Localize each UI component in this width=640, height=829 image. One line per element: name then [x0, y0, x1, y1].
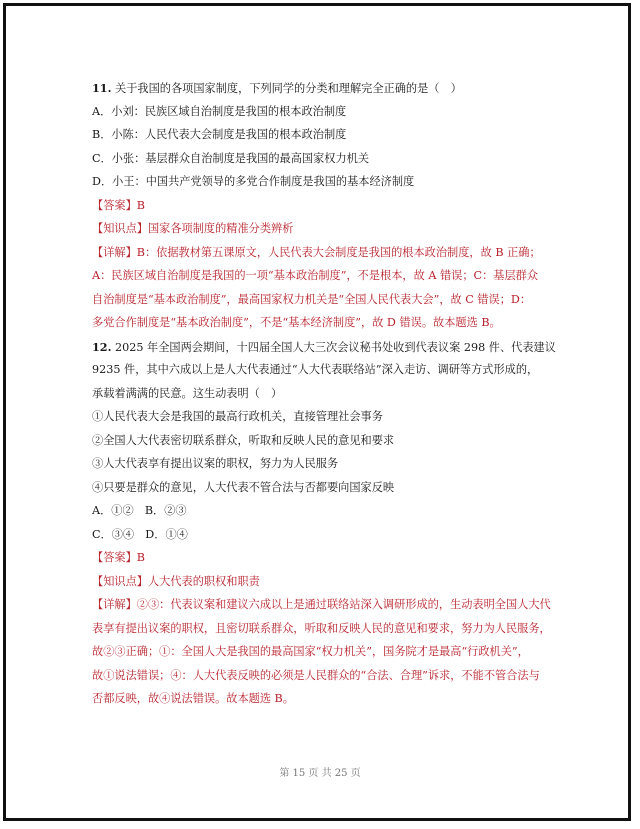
page-content	[92, 80, 556, 715]
q11-option-a: A．小刘：民族区域自治制度是我国的根本政治制度	[92, 104, 347, 118]
q11-option-d: D．小王：中国共产党领导的多党合作制度是我国的基本经济制度	[92, 175, 415, 188]
q12-answer: 【答案】B	[92, 551, 145, 564]
q12-stem-line: 9235 件，其中六成以上是人大代表通过“人大代表联络站”深入走访、调研等方式形成的，	[92, 363, 539, 376]
q11-option-b: B．小陈：人民代表大会制度是我国的根本政治制度	[92, 128, 347, 141]
q11-explanation-line: 自治制度是“基本政治制度”，最高国家权力机关是“全国人民代表大会”，故 C 错误；D：	[92, 292, 532, 306]
page-number-footer: 第 15 页 共 25 页	[279, 768, 361, 779]
q12-knowledge-point: 【知识点】人大代表的职权和职责	[92, 574, 260, 588]
q12-stem	[92, 339, 556, 363]
q12-explanation-line: 故①说法错误；④：人大代表反映的必须是人民群众的“合法、合理”诉求，不能不管合法与	[92, 668, 540, 682]
q11-explanation-line: A：民族区域自治制度是我国的一项“基本政治制度”，不是根本，故 A 错误；C：基层群众	[92, 269, 539, 282]
q12-number: 12.	[92, 339, 112, 354]
q12-options-cd: C．③④ D．①④	[92, 527, 188, 541]
q12-statement-4: ④只要是群众的意见，人大代表不管合法与否都要向国家反映	[92, 480, 395, 494]
q11-option-c: C．小张：基层群众自治制度是我国的最高国家权力机关	[92, 151, 370, 165]
q12-explanation-line: 否都反映，故④说法错误。故本题选 B。	[92, 692, 294, 705]
q12-options-ab: A．①② B．②③	[92, 504, 187, 517]
q11-number: 11.	[92, 81, 112, 95]
q11-answer: 【答案】B	[92, 198, 145, 212]
q11-explanation-line: 多党合作制度是“基本政治制度”，不是“基本经济制度”，故 D 错误。故本题选 B。	[92, 316, 501, 329]
q11-stem-text: 关于我国的各项国家制度，下列同学的分类和理解完全正确的是（ ）	[115, 82, 462, 95]
q12-explanation-line: 故②③正确；①：全国人大是我国的最高国家“权力机关”，国务院才是最高“行政机关”，	[92, 645, 529, 658]
q12-stem-line: 承载着满满的民意。这生动表明（ ）	[92, 386, 283, 400]
q12-explanation-line: 表享有提出议案的职权，且密切联系群众，听取和反映人民的意见和要求，努力为人民服务，	[92, 621, 551, 635]
q11-explanation-line: 【详解】B：依据教材第五课原文，人民代表大会制度是我国的根本政治制度，故 B 正确；	[92, 245, 541, 259]
q12-statement-2: ②全国人大代表密切联系群众，听取和反映人民的意见和要求	[92, 433, 395, 447]
q12-explanation-line: 【详解】②③：代表议案和建议六成以上是通过联络站深入调研形成的，生动表明全国人大代	[92, 598, 551, 611]
q12-statement-1: ①人民代表大会是我国的最高行政机关，直接管理社会事务	[92, 410, 383, 423]
q12-statement-3: ③人大代表享有提出议案的职权，努力为人民服务	[92, 457, 339, 470]
q11-knowledge-point: 【知识点】国家各项制度的精准分类辨析	[92, 222, 294, 235]
q12-stem-text: 2025 年全国两会期间，十四届全国人大三次会议秘书处收到代表议案 298 件、代表建议	[115, 340, 556, 354]
q11-stem	[92, 80, 552, 104]
